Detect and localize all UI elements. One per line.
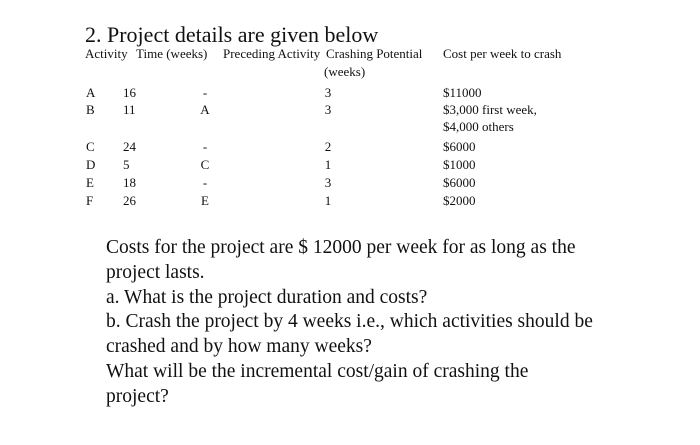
header-cost: Cost per week to crash (443, 46, 562, 61)
paragraph-line: a. What is the project duration and costs? (106, 286, 428, 308)
paragraph-line: Costs for the project are $ 12000 per week for as long as the (106, 237, 576, 258)
cell-cost: $6000 (443, 139, 476, 154)
header-time: Time (weeks) (136, 46, 208, 61)
cell-crash: 3 (324, 85, 332, 100)
cell-activity: F (86, 193, 94, 208)
cell-activity: B (86, 102, 95, 117)
cell-preceding: - (202, 139, 208, 154)
header-activity: Activity (85, 46, 128, 61)
cell-time: 5 (123, 157, 130, 172)
paragraph-line: project? (106, 385, 169, 407)
cell-crash: 1 (324, 193, 332, 208)
header-preceding: Preceding Activity (223, 46, 321, 61)
cell-preceding: C (200, 157, 210, 172)
paragraph-line: crashed and by how many weeks? (106, 336, 372, 358)
cell-preceding: A (200, 102, 210, 117)
cell-preceding: E (201, 193, 209, 208)
cell-time: 18 (123, 175, 136, 190)
cell-preceding: - (202, 175, 208, 190)
paragraph-line: b. Crash the project by 4 weeks i.e., which activities should be (106, 311, 593, 333)
cell-activity: E (86, 175, 94, 190)
cell-time: 26 (123, 193, 136, 208)
cell-activity: D (86, 157, 96, 172)
header-crashing-unit: (weeks) (324, 64, 366, 79)
paragraph-line: project lasts. (106, 261, 205, 283)
cell-activity: C (86, 139, 95, 154)
cell-activity: A (86, 85, 96, 100)
header-crashing: Crashing Potential (326, 46, 423, 61)
cell-preceding: - (202, 85, 208, 100)
cell-time: 11 (123, 102, 136, 117)
cell-time: 16 (123, 85, 136, 100)
cell-crash: 1 (324, 157, 332, 172)
cell-crash: 3 (324, 175, 332, 190)
cell-cost: $6000 (443, 175, 476, 190)
cell-cost: $1000 (443, 157, 476, 172)
paragraph-line: What will be the incremental cost/gain of crashing the (106, 361, 529, 382)
cell-crash: 2 (324, 139, 332, 154)
page-title: 2. Project details are given below (85, 22, 379, 47)
cell-crash: 3 (324, 102, 332, 117)
cell-cost: $11000 (443, 85, 482, 100)
cell-cost: $2000 (443, 193, 476, 208)
cell-time: 24 (123, 139, 136, 154)
cell-cost-continued: $4,000 others (443, 119, 514, 134)
cell-cost: $3,000 first week, (443, 102, 537, 117)
